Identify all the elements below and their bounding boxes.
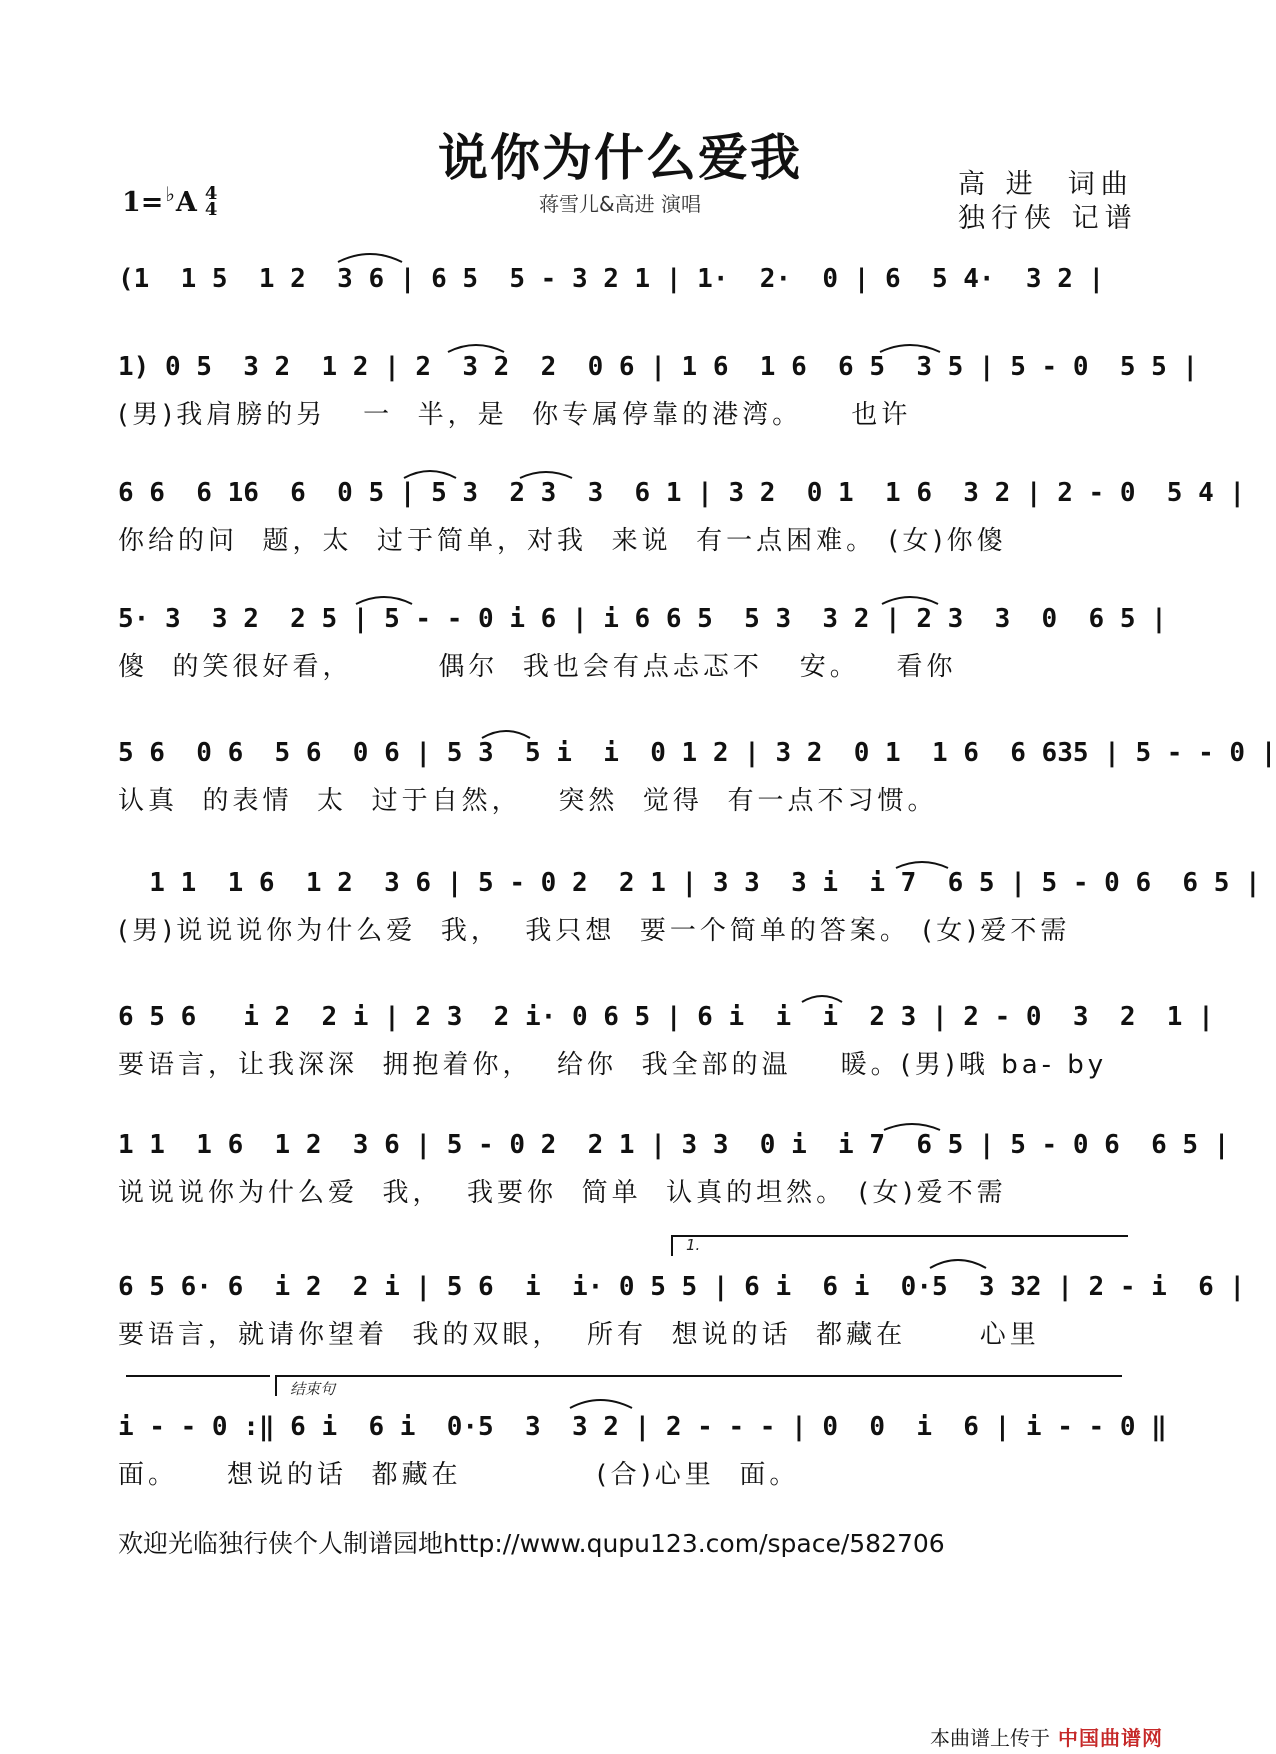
lyrics-line-6: (男)说说说你为什么爱 我， 我只想 要一个简单的答案。 (女)爱不需 (118, 916, 1071, 946)
upload-note-text: 本曲谱上传于 (930, 1726, 1050, 1750)
notation-line-6: 1 1 1 6 1 2 3 6 | 5 - 0 2 2 1 | 3 3 3 i i 7 6 5 | 5 - 0 6 6 5 | (118, 868, 1261, 898)
tie-mark (570, 1400, 632, 1408)
notation-line-7: 6 5 6 i 2 2 i | 2 3 2 i· 0 6 5 | 6 i i i 2 3 | 2 - 0 3 2 1 | (118, 1002, 1214, 1032)
notation-line-4: 5· 3 3 2 2 5 | 5 - - 0 i 6 | i 6 6 5 5 3 3 2 | 2 3 3 0 6 5 | (118, 604, 1167, 634)
tie-mark (356, 597, 412, 604)
key-signature (122, 182, 218, 220)
notation-line-9: 6 5 6· 6 i 2 2 i | 5 6 i i· 0 5 5 | 6 i 6 i 0·5 3 32 | 2 - i 6 | (118, 1272, 1246, 1302)
first-ending-bracket (672, 1236, 1128, 1256)
site-logo: 中国曲谱网 (1058, 1726, 1163, 1750)
notation-line-8: 1 1 1 6 1 2 3 6 | 5 - 0 2 2 1 | 3 3 0 i i 7 6 5 | 5 - 0 6 6 5 | (118, 1130, 1230, 1160)
key-note: A (175, 186, 197, 218)
tie-mark (338, 254, 402, 262)
notation-line-10: i - - 0 :‖ 6 i 6 i 0·5 3 3 2 | 2 - - - | 0 0 i 6 | i - - 0 ‖ (118, 1412, 1167, 1442)
meter-bottom: 4 (204, 199, 218, 220)
tie-mark (404, 471, 456, 478)
lyrics-line-2: (男)我肩膀的另 一 半，是 你专属停靠的港湾。 也许 (118, 400, 912, 430)
song-title: 说你为什么爱我 (438, 128, 802, 187)
lyrics-line-3: 你给的问 题，太 过于简单，对我 来说 有一点困难。 (女)你傻 (118, 526, 1007, 556)
meter-top: 4 (204, 183, 218, 204)
tie-mark (882, 597, 938, 604)
tie-mark (448, 345, 504, 352)
lyrics-line-5: 认真 的表情 太 过于自然， 突然 觉得 有一点不习惯。 (118, 786, 938, 816)
performer-credit: 蒋雪儿&高进 演唱 (539, 192, 701, 216)
upload-note (930, 1722, 1163, 1751)
time-signature (204, 183, 218, 220)
notation-line-5: 5 6 0 6 5 6 0 6 | 5 3 5 i i 0 1 2 | 3 2 0 1 1 6 6 635 | 5 - - 0 | (118, 738, 1276, 768)
lyrics-line-8: 说说说你为什么爱 我， 我要你 简单 认真的坦然。 (女)爱不需 (118, 1178, 1007, 1208)
flat-sign: ♭ (165, 182, 175, 206)
notation-line-3: 6 6 6 16 6 0 5 | 5 3 2 3 3 6 1 | 3 2 0 1 1 6 3 2 | 2 - 0 5 4 | (118, 478, 1246, 508)
transcriber-credit: 独行侠 记谱 (958, 203, 1138, 234)
lyrics-line-4: 傻 的笑很好看， 偶尔 我也会有点忐忑不 安。 看你 (118, 652, 957, 682)
notation-line-1: (1 1 5 1 2 3 6 | 6 5 5 - 3 2 1 | 1· 2· 0 | 6 5 4· 3 2 | (118, 264, 1105, 294)
first-ending-label: 1. (686, 1236, 701, 1254)
lyrics-line-7: 要语言，让我深深 拥抱着你， 给你 我全部的温 暖。(男)哦 ba- by (118, 1050, 1108, 1080)
tie-mark (482, 731, 530, 738)
lyrics-music-credit: 高 进 词曲 (958, 169, 1134, 200)
notation-line-2: 1) 0 5 3 2 1 2 | 2 3 2 2 0 6 | 1 6 1 6 6 5 3 5 | 5 - 0 5 5 | (118, 352, 1199, 382)
coda-bracket (276, 1376, 1122, 1396)
coda-label: 结束句 (290, 1380, 336, 1398)
lyrics-line-10: 面。 想说的话 都藏在 (合)心里 面。 (118, 1460, 800, 1490)
key-prefix: 1= (122, 186, 164, 218)
footer-website-note: 欢迎光临独行侠个人制谱园地http://www.qupu123.com/space/582706 (118, 1529, 945, 1558)
lyrics-line-9: 要语言，就请你望着 我的双眼， 所有 想说的话 都藏在 心里 (118, 1320, 1040, 1350)
tie-mark (930, 1260, 986, 1268)
tie-mark (880, 345, 940, 352)
